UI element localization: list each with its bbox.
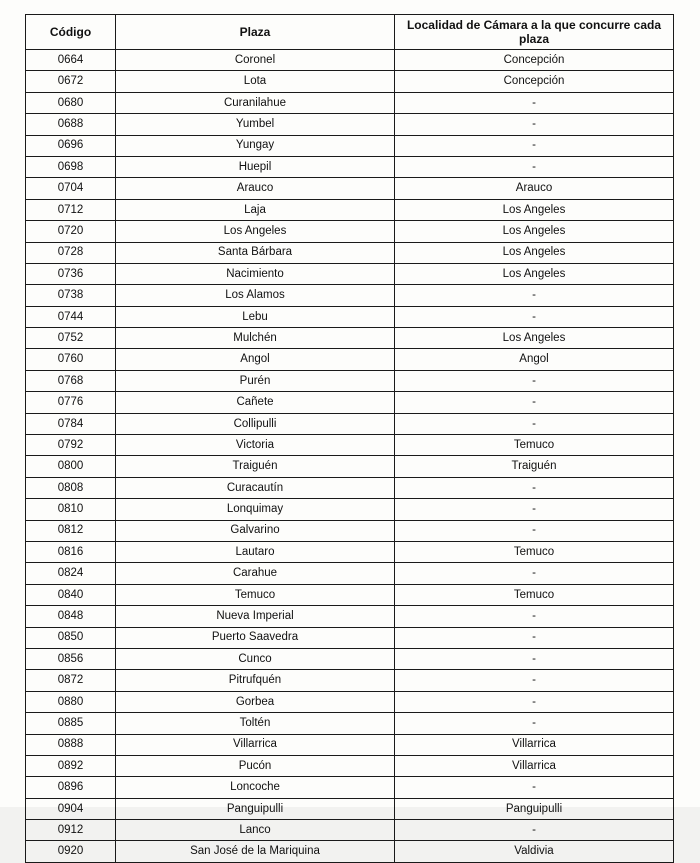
localidad-cell: Valdivia: [395, 841, 674, 862]
localidad-cell: -: [395, 777, 674, 798]
localidad-cell: -: [395, 306, 674, 327]
plaza-cell: Pucón: [116, 755, 395, 776]
plaza-cell: Huepil: [116, 156, 395, 177]
table-row: [26, 627, 674, 648]
table-row: [26, 306, 674, 327]
code-cell: 0664: [26, 50, 116, 71]
localidad-cell: -: [395, 156, 674, 177]
table-row: [26, 221, 674, 242]
table-row: [26, 156, 674, 177]
table-row: [26, 413, 674, 434]
code-cell: 0728: [26, 242, 116, 263]
code-cell: 0850: [26, 627, 116, 648]
table-row: [26, 477, 674, 498]
plaza-cell: Arauco: [116, 178, 395, 199]
table-row: [26, 606, 674, 627]
localidad-cell: Temuco: [395, 541, 674, 562]
table-row: [26, 328, 674, 349]
header-localidad: Localidad de Cámara a la que concurre cada plaza: [395, 15, 674, 50]
localidad-cell: Traiguén: [395, 456, 674, 477]
plaza-cell: Yumbel: [116, 114, 395, 135]
code-cell: 0712: [26, 199, 116, 220]
code-cell: 0680: [26, 92, 116, 113]
table-row: [26, 114, 674, 135]
localidad-cell: -: [395, 114, 674, 135]
code-cell: 0812: [26, 520, 116, 541]
code-cell: 0792: [26, 435, 116, 456]
plaza-cell: Cunco: [116, 648, 395, 669]
plaza-cell: San José de la Mariquina: [116, 841, 395, 862]
localidad-cell: Los Angeles: [395, 199, 674, 220]
localidad-cell: Los Angeles: [395, 221, 674, 242]
plaza-cell: Galvarino: [116, 520, 395, 541]
code-cell: 0872: [26, 670, 116, 691]
plaza-cell: Los Angeles: [116, 221, 395, 242]
localidad-cell: Villarrica: [395, 755, 674, 776]
plaza-cell: Angol: [116, 349, 395, 370]
plaza-cell: Lota: [116, 71, 395, 92]
code-cell: 0840: [26, 584, 116, 605]
table-row: [26, 713, 674, 734]
table-row: [26, 520, 674, 541]
localidad-cell: Concepción: [395, 50, 674, 71]
code-cell: 0736: [26, 263, 116, 284]
localidad-cell: Arauco: [395, 178, 674, 199]
localidad-cell: -: [395, 606, 674, 627]
code-cell: 0720: [26, 221, 116, 242]
table-row: [26, 50, 674, 71]
localidad-cell: -: [395, 370, 674, 391]
localidad-cell: -: [395, 413, 674, 434]
localidad-cell: Los Angeles: [395, 242, 674, 263]
code-cell: 0920: [26, 841, 116, 862]
code-cell: 0808: [26, 477, 116, 498]
plaza-cell: Toltén: [116, 713, 395, 734]
table-row: [26, 841, 674, 862]
code-cell: 0848: [26, 606, 116, 627]
plaza-cell: Purén: [116, 370, 395, 391]
plaza-cell: Curacautín: [116, 477, 395, 498]
localidad-cell: -: [395, 563, 674, 584]
table-row: [26, 71, 674, 92]
plaza-cell: Lebu: [116, 306, 395, 327]
table-row: [26, 777, 674, 798]
code-cell: 0752: [26, 328, 116, 349]
localidad-cell: -: [395, 648, 674, 669]
code-cell: 0704: [26, 178, 116, 199]
table-row: [26, 691, 674, 712]
code-cell: 0744: [26, 306, 116, 327]
code-cell: 0892: [26, 755, 116, 776]
code-cell: 0896: [26, 777, 116, 798]
plaza-cell: Los Alamos: [116, 285, 395, 306]
code-cell: 0810: [26, 499, 116, 520]
table-row: [26, 499, 674, 520]
code-cell: 0698: [26, 156, 116, 177]
code-cell: 0688: [26, 114, 116, 135]
table-body: [26, 50, 674, 863]
table-row: [26, 541, 674, 562]
code-cell: 0885: [26, 713, 116, 734]
table-row: [26, 435, 674, 456]
code-cell: 0824: [26, 563, 116, 584]
table-row: [26, 242, 674, 263]
code-cell: 0696: [26, 135, 116, 156]
plaza-cell: Cañete: [116, 392, 395, 413]
table-row: [26, 392, 674, 413]
code-cell: 0784: [26, 413, 116, 434]
table-row: [26, 584, 674, 605]
localidad-cell: -: [395, 627, 674, 648]
table-row: [26, 456, 674, 477]
table-row: [26, 670, 674, 691]
plaza-cell: Yungay: [116, 135, 395, 156]
code-cell: 0760: [26, 349, 116, 370]
plaza-cell: Villarrica: [116, 734, 395, 755]
localidad-cell: -: [395, 713, 674, 734]
localidad-cell: Temuco: [395, 584, 674, 605]
localidad-cell: -: [395, 92, 674, 113]
localidad-cell: -: [395, 285, 674, 306]
localidad-cell: Los Angeles: [395, 263, 674, 284]
table-row: [26, 734, 674, 755]
localidad-cell: -: [395, 135, 674, 156]
localidad-cell: Temuco: [395, 435, 674, 456]
code-cell: 0888: [26, 734, 116, 755]
code-cell: 0912: [26, 820, 116, 841]
plaza-cell: Loncoche: [116, 777, 395, 798]
plaza-cell: Panguipulli: [116, 798, 395, 819]
table-row: [26, 178, 674, 199]
code-cell: 0880: [26, 691, 116, 712]
plaza-cell: Nacimiento: [116, 263, 395, 284]
plaza-cell: Santa Bárbara: [116, 242, 395, 263]
plaza-cell: Collipulli: [116, 413, 395, 434]
code-cell: 0768: [26, 370, 116, 391]
table-row: [26, 285, 674, 306]
plaza-cell: Lonquimay: [116, 499, 395, 520]
code-cell: 0816: [26, 541, 116, 562]
table-row: [26, 820, 674, 841]
table-row: [26, 563, 674, 584]
plaza-cell: Lautaro: [116, 541, 395, 562]
table-row: [26, 199, 674, 220]
localidad-cell: Concepción: [395, 71, 674, 92]
code-cell: 0776: [26, 392, 116, 413]
code-cell: 0856: [26, 648, 116, 669]
table-row: [26, 349, 674, 370]
localidad-cell: -: [395, 477, 674, 498]
table-row: [26, 648, 674, 669]
plaza-cell: Temuco: [116, 584, 395, 605]
plaza-cell: Coronel: [116, 50, 395, 71]
plaza-cell: Pitrufquén: [116, 670, 395, 691]
plaza-cell: Puerto Saavedra: [116, 627, 395, 648]
plaza-cell: Laja: [116, 199, 395, 220]
table-row: [26, 755, 674, 776]
table-header-row: [26, 15, 674, 50]
localidad-cell: -: [395, 499, 674, 520]
code-cell: 0738: [26, 285, 116, 306]
localidad-cell: -: [395, 820, 674, 841]
localidad-cell: Los Angeles: [395, 328, 674, 349]
code-cell: 0672: [26, 71, 116, 92]
localidad-cell: Panguipulli: [395, 798, 674, 819]
localidad-cell: Villarrica: [395, 734, 674, 755]
code-cell: 0800: [26, 456, 116, 477]
localidad-cell: Angol: [395, 349, 674, 370]
plaza-table: [25, 14, 674, 863]
plaza-cell: Victoria: [116, 435, 395, 456]
localidad-cell: -: [395, 670, 674, 691]
localidad-cell: -: [395, 392, 674, 413]
plaza-cell: Lanco: [116, 820, 395, 841]
plaza-cell: Mulchén: [116, 328, 395, 349]
table-header: [26, 15, 674, 50]
plaza-cell: Traiguén: [116, 456, 395, 477]
plaza-cell: Nueva Imperial: [116, 606, 395, 627]
header-codigo: Código: [26, 15, 116, 50]
table-row: [26, 135, 674, 156]
header-plaza: Plaza: [116, 15, 395, 50]
table-row: [26, 798, 674, 819]
code-cell: 0904: [26, 798, 116, 819]
table-row: [26, 92, 674, 113]
table-row: [26, 370, 674, 391]
localidad-cell: -: [395, 520, 674, 541]
plaza-cell: Curanilahue: [116, 92, 395, 113]
table-row: [26, 263, 674, 284]
localidad-cell: -: [395, 691, 674, 712]
plaza-cell: Carahue: [116, 563, 395, 584]
plaza-cell: Gorbea: [116, 691, 395, 712]
